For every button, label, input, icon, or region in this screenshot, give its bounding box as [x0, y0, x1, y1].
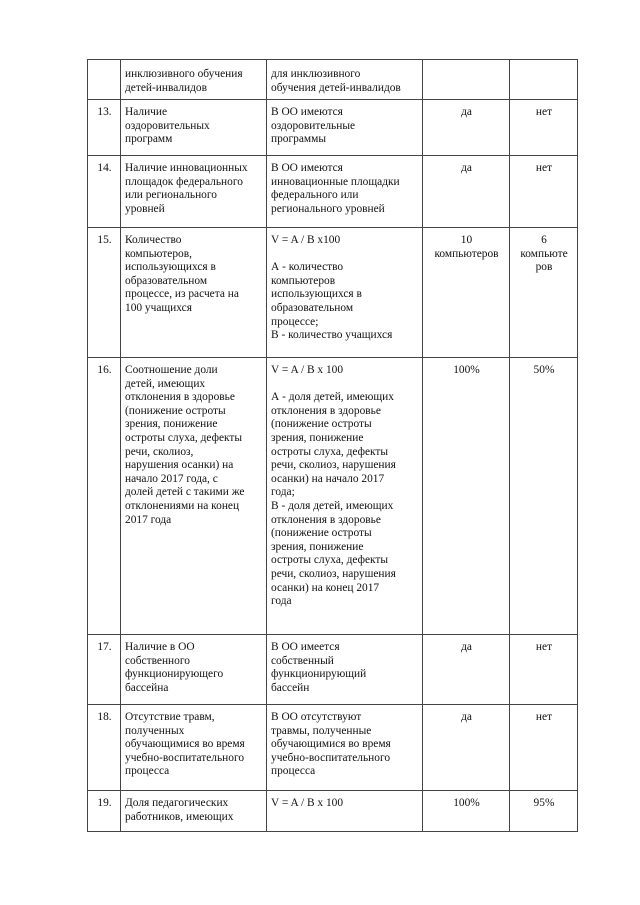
table-row	[88, 358, 578, 635]
actual-value-cell: 50%	[510, 358, 578, 635]
row-number: 16.	[88, 358, 121, 635]
table-row	[88, 705, 578, 791]
target-value-cell: да	[423, 100, 510, 156]
table-row	[88, 100, 578, 156]
target-value-cell: да	[423, 635, 510, 705]
row-number: 18.	[88, 705, 121, 791]
table-row	[88, 635, 578, 705]
table-row	[88, 228, 578, 358]
indicator-cell: Доля педагогических работников, имеющих	[121, 791, 267, 832]
actual-value-cell: нет	[510, 705, 578, 791]
method-cell: V = A / B x 100	[267, 791, 423, 832]
row-number: 17.	[88, 635, 121, 705]
actual-value-cell: 6 компьюте ров	[510, 228, 578, 358]
method-cell: В ОО имеются оздоровительные программы	[267, 100, 423, 156]
indicator-cell: Наличие инновационных площадок федерального или регионального уровней	[121, 156, 267, 228]
row-number	[88, 60, 121, 100]
indicator-cell: Отсутствие травм, полученных обучающимися во время учебно-воспитательного процесса	[121, 705, 267, 791]
indicator-cell: Количество компьютеров, использующихся в образовательном процессе, из расчета на 100 учащихся	[121, 228, 267, 358]
target-value-cell: да	[423, 156, 510, 228]
table-row	[88, 156, 578, 228]
row-number: 14.	[88, 156, 121, 228]
target-value-cell: 10 компьютеров	[423, 228, 510, 358]
target-value-cell: 100%	[423, 791, 510, 832]
indicator-cell: Наличие оздоровительных программ	[121, 100, 267, 156]
method-cell: V = A / B x100 А - количество компьютеров использующихся в образовательном процессе; В - количество учащихся	[267, 228, 423, 358]
indicator-cell: Соотношение доли детей, имеющих отклонения в здоровье (понижение остроты зрения, понижение остроты слуха, дефекты речи, сколиоз, нарушения осанки) на начало 2017 года, с долей детей с такими же отклонениями на конец 2017 года	[121, 358, 267, 635]
actual-value-cell	[510, 60, 578, 100]
indicator-cell: инклюзивного обучения детей-инвалидов	[121, 60, 267, 100]
row-number: 13.	[88, 100, 121, 156]
method-cell: V = A / B x 100 А - доля детей, имеющих отклонения в здоровье (понижение остроты зрения, понижение остроты слуха, дефекты речи, сколиоз, нарушения осанки) на начало 2017 года; В - доля детей, имеющих отклонения в здоровье (понижение остроты зрения, понижение остроты слуха, дефекты речи, сколиоз, нарушения осанки) на конец 2017 года	[267, 358, 423, 635]
indicator-cell: Наличие в ОО собственного функционирующего бассейна	[121, 635, 267, 705]
method-cell: для инклюзивного обучения детей-инвалидов	[267, 60, 423, 100]
method-cell: В ОО отсутствуют травмы, полученные обучающимися во время учебно-воспитательного процесса	[267, 705, 423, 791]
target-value-cell	[423, 60, 510, 100]
row-number: 15.	[88, 228, 121, 358]
actual-value-cell: нет	[510, 635, 578, 705]
target-value-cell: 100%	[423, 358, 510, 635]
method-cell: В ОО имеется собственный функционирующий бассейн	[267, 635, 423, 705]
target-value-cell: да	[423, 705, 510, 791]
actual-value-cell: 95%	[510, 791, 578, 832]
table-row	[88, 791, 578, 832]
actual-value-cell: нет	[510, 156, 578, 228]
row-number: 19.	[88, 791, 121, 832]
method-cell: В ОО имеются инновационные площадки федерального или регионального уровней	[267, 156, 423, 228]
indicators-table	[87, 59, 578, 832]
actual-value-cell: нет	[510, 100, 578, 156]
table-row	[88, 60, 578, 100]
